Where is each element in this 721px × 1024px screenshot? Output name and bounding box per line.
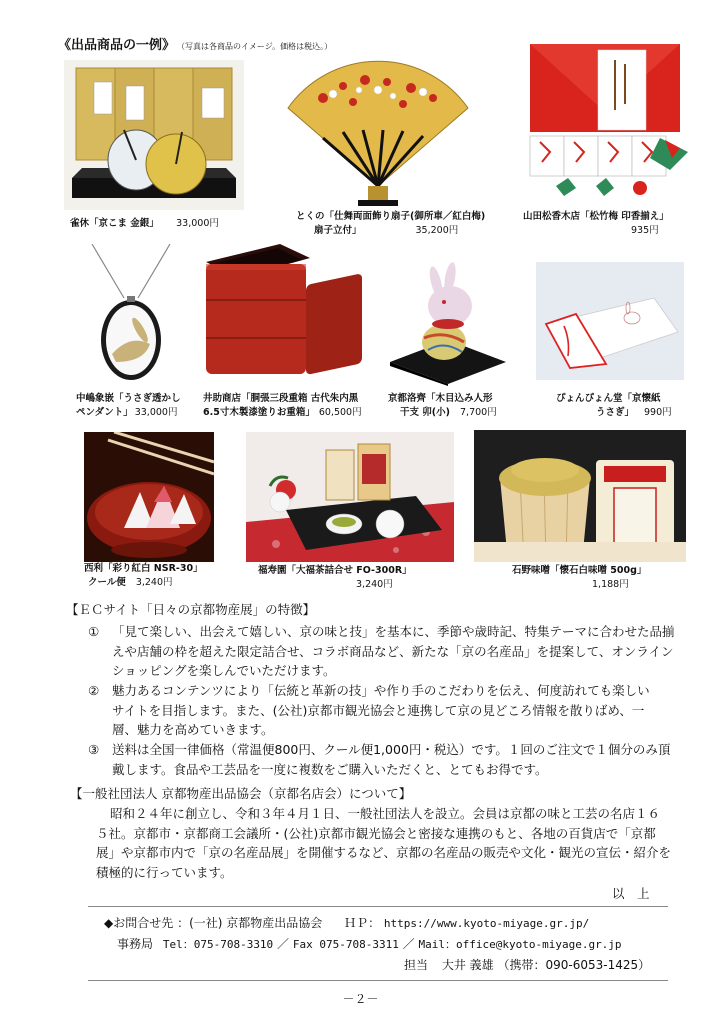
item-number: ② (88, 683, 100, 698)
product-price: 33,000円 (134, 407, 178, 418)
product-name: ぴょんぴょん堂「京懐紙 (556, 393, 661, 404)
product-photo-inko (520, 40, 690, 208)
product-photo-jubako (198, 240, 368, 386)
homepage-label: ＨＰ： (344, 916, 381, 930)
ec-item-3 (88, 740, 678, 780)
contact-line-2 (117, 934, 622, 955)
caption-jubako (203, 392, 362, 420)
item-number: ③ (88, 742, 100, 757)
ec-section-title: 【ＥＣサイト「日々の京都物産展」の特徴】 (66, 602, 316, 617)
caption-tsukemono (84, 562, 203, 590)
contact-line-3 (404, 955, 650, 975)
caption-miso (512, 564, 646, 592)
caption-sensu (296, 210, 485, 238)
product-photo-miso (474, 430, 686, 562)
item-number: ① (88, 624, 100, 639)
product-price: 990円 (644, 407, 672, 418)
product-price: 35,200円 (415, 225, 459, 236)
product-name: 西利「彩り紅白 NSR-30」 (84, 563, 203, 574)
product-photo-tsukemono (84, 432, 214, 562)
contact-top-rule (88, 906, 668, 907)
spinning-tops-image (64, 60, 244, 210)
product-name-2: 扇子立付」 (314, 225, 362, 236)
homepage-link[interactable]: https://www.kyoto-miyage.gr.jp/ (383, 917, 590, 930)
product-photo-kyogoma (64, 60, 244, 210)
closing-mark: 以 上 (612, 886, 650, 901)
heading-note: （写真は各商品のイメージ。価格は税込。） (181, 42, 333, 51)
item-text: 魅力あるコンテンツにより「伝統と革新の技」や作り手のこだわりを伝え、何度訪れても楽しいサイトを目指します。また、(公社)京都市観光協会と連携して京の見どころ情報を散りばめ、一層、魅力を高めていきます。 (112, 683, 650, 737)
contact-bottom-rule (88, 980, 668, 981)
lacquer-box-image (198, 240, 368, 386)
ec-item-2 (88, 681, 678, 741)
incense-set-image (520, 40, 690, 208)
rabbit-doll-image (384, 254, 512, 386)
product-name-2: 6.5寸木製漆塗りお重箱」 (203, 407, 315, 418)
product-photo-sensu (283, 58, 473, 208)
caption-obukucha (258, 564, 412, 592)
assoc-section-title: 【一般社団法人 京都物産出品協会（京都名店会）について】 (70, 786, 412, 801)
product-name-2: 干支 卯(小) (400, 407, 450, 418)
product-name: 福寿園「大福茶詰合せ FO-300R」 (258, 565, 412, 576)
product-price: 3,240円 (135, 577, 173, 588)
item-text: 送料は全国一律価格（常温便800円、クール便1,000円・税込）です。１回のご注文で１個分のみ頂戴します。食品や工芸品を一度に複数をご購入いただくと、とてもお得です。 (112, 742, 671, 777)
mobile-number: （携帯：090-6053-1425） (497, 958, 651, 972)
product-name-2: うさぎ」 (596, 407, 635, 418)
caption-inko (523, 210, 669, 238)
fax-number: Fax 075-708-3311 (292, 938, 399, 951)
contact-label: ◆お問合せ先 (104, 916, 174, 930)
product-photo-kaishi (536, 262, 684, 380)
product-photo-ningyo (384, 254, 512, 386)
page-number: －２－ (342, 992, 379, 1006)
product-name: 中嶋象嵌「うさぎ透かし (76, 393, 181, 404)
product-name-2: ペンダント」 (76, 407, 133, 418)
product-price: 3,240円 (356, 579, 393, 590)
person-label: 担当 (404, 958, 429, 972)
caption-kyogoma (70, 217, 219, 231)
folding-fan-image (283, 58, 473, 208)
miso-tub-image (474, 430, 686, 562)
product-price: 60,500円 (318, 407, 362, 418)
product-price: 935円 (631, 225, 659, 236)
product-name: 山田松香木店「松竹梅 印香揃え」 (523, 211, 669, 222)
product-photo-pendant (72, 244, 190, 384)
person-name: 大井 義雄 (441, 958, 494, 972)
separator: ／ (277, 937, 290, 951)
tea-set-image (246, 432, 454, 562)
rabbit-pendant-image (72, 244, 190, 384)
product-name-2: クール便 (88, 577, 126, 588)
product-price: 7,700円 (460, 407, 497, 418)
caption-ningyo (388, 392, 497, 420)
item-text: 「見て楽しい、出会えて嬉しい、京の味と技」を基本に、季節や歳時記、特集テーマに合わせた品揃えや店舗の枠を超えた限定詰合せ、コラボ商品など、新たな「京の名産品」を提案して、オンラインショッピングを楽しんでいただけます。 (112, 624, 675, 678)
tel-number: Tel：075-708-3310 (162, 938, 274, 951)
email-link[interactable]: Mail：office@kyoto-miyage.gr.jp (418, 938, 622, 951)
product-name: 京都洛齊「木目込み人形 (388, 393, 493, 404)
product-name: 井助商店「胴張三段重箱 古代朱内黒 (203, 393, 359, 404)
product-photo-obukucha (246, 432, 454, 562)
office-label: 事務局 (117, 937, 154, 951)
product-name: 石野味噌「懐石白味噌 500g」 (512, 565, 647, 576)
separator: ／ (402, 937, 415, 951)
product-name: とくの「仕舞両面飾り扇子(御所車／紅白梅) (296, 211, 486, 222)
heading-title: 《出品商品の一例》 (58, 38, 176, 53)
caption-pendant (76, 392, 181, 420)
ec-item-1 (88, 622, 678, 682)
caption-kaishi (556, 392, 672, 420)
section-heading (58, 34, 332, 53)
assoc-description: 昭和２４年に創立し、令和３年４月１日、一般社団法人を設立。会員は京都の味と工芸の名店１６５社。京都市・京都商工会議所・(公社)京都市観光協会と密接な連携のもと、各地の百貨店で「京都展」や京都市内で「京の名産品展」を開催するなど、京都の名産品の販売や文化・観光の宣伝・紹介を積極的に行っています。 (96, 806, 672, 880)
pickles-bowl-image (84, 432, 214, 562)
product-price: 33,000円 (176, 218, 219, 229)
paper-pack-image (536, 262, 684, 380)
product-name: 雀休「京こま 金銀」 (70, 218, 159, 229)
product-price: 1,188円 (592, 579, 629, 590)
contact-line-1 (104, 913, 589, 934)
contact-org: ：(一社) 京都物産出品協会 (177, 916, 323, 930)
